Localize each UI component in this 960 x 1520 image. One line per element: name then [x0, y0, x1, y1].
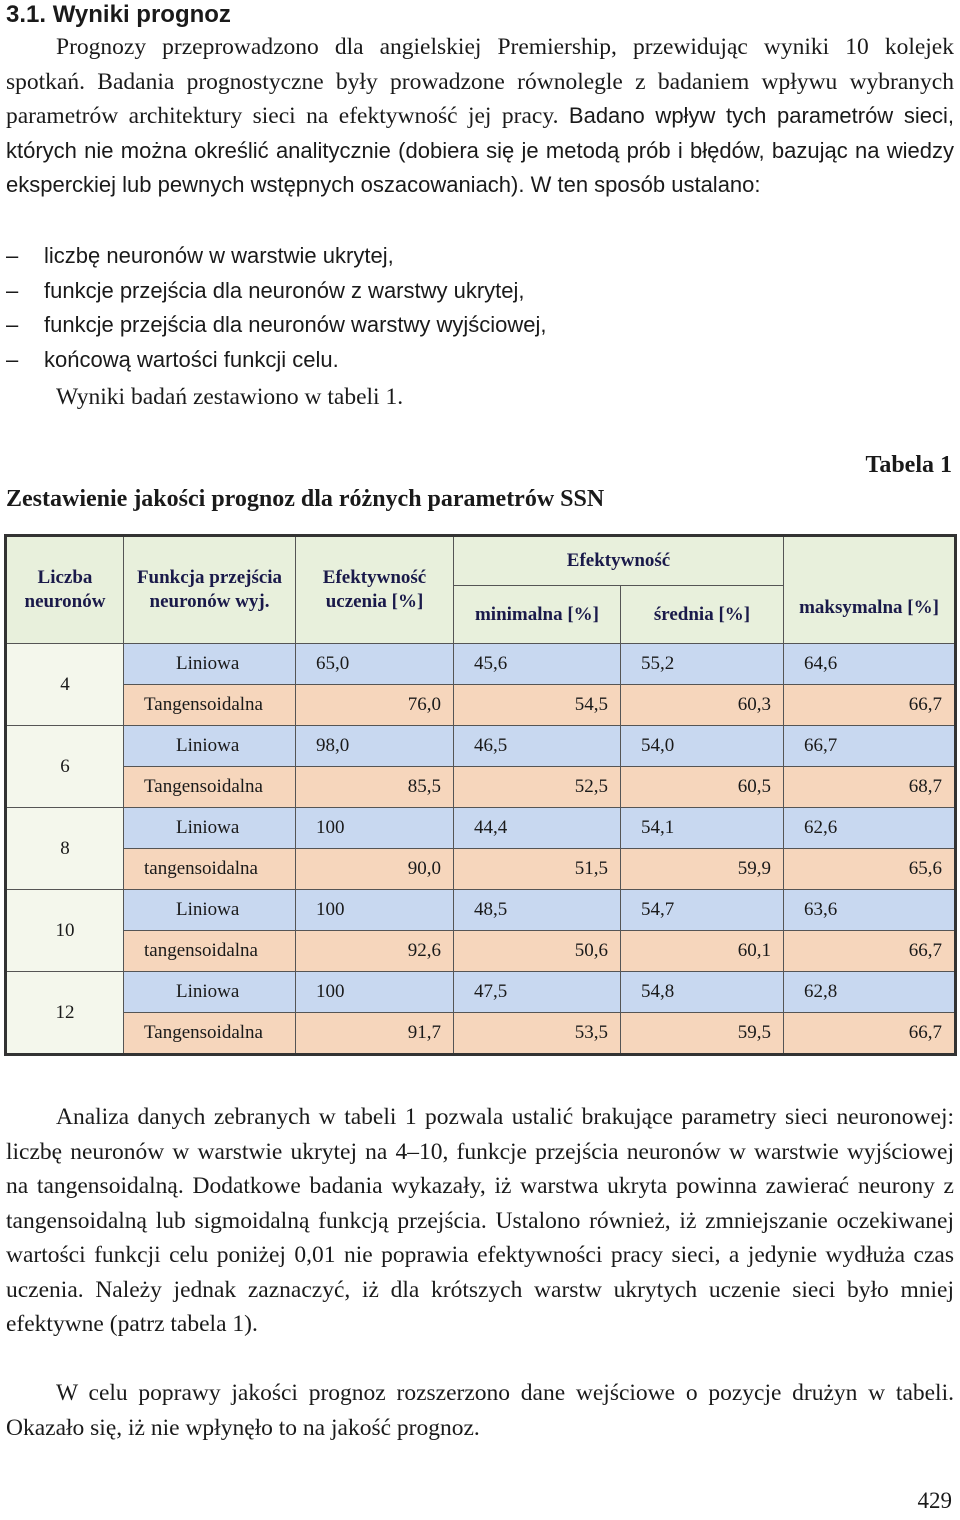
table-row: [6, 808, 956, 849]
function-cell: Liniowa: [124, 890, 296, 931]
list-bullet: –: [6, 346, 19, 372]
max-cell: 65,6: [784, 849, 956, 890]
avg-cell: 60,1: [621, 931, 784, 972]
list-item: – funkcje przejścia dla neuronów warstwy wyjściowej,: [6, 308, 547, 343]
neuron-count-cell: 10: [6, 890, 124, 972]
page-number: 429: [917, 1488, 952, 1513]
parameter-list: [6, 239, 547, 377]
avg-cell: 60,5: [621, 767, 784, 808]
intro-part-1: Prognozy przeprowadzono dla angielskiej Premiership, przewidując wyniki 10 kolejek spotkań. Badania prognostyczne były prowadzone równolegle z badaniem wpływu wybranych parametrów architektury sieci na efektywność jej pracy.: [6, 34, 954, 129]
max-cell: 66,7: [784, 726, 956, 767]
min-cell: 52,5: [454, 767, 621, 808]
function-cell: Tangensoidalna: [124, 1013, 296, 1055]
table-title: Zestawienie jakości prognoz dla różnych parametrów SSN: [6, 486, 605, 512]
list-bullet: –: [6, 277, 19, 303]
table-body: [6, 644, 956, 1055]
table-row: [6, 644, 956, 685]
avg-cell: 59,9: [621, 849, 784, 890]
table-row: [6, 726, 956, 767]
table-row: [6, 972, 956, 1013]
analysis-paragraph: Analiza danych zebranych w tabeli 1 pozwala ustalić brakujące parametry sieci neuronowej: liczbę neuronów w warstwie ukrytej na 4–10, funkcje przejścia neuronów w warstwie wyjściowej na tangensoidalną. Dodatkowe badania wykazały, iż warstwa ukryta powinna zawierać neurony z tangensoidalną lub sigmoidalną funkcją przejścia. Ustalono również, iż zmniejszanie oczekiwanej wartości funkcji celu poniżej 0,01 nie poprawia efektywności pracy sieci, a jedynie wydłuża czas uczenia. Należy jednak zaznaczyć, iż dla krótszych warstw ukrytych uczenie sieci było mniej efektywne (patrz tabela 1).: [6, 1104, 954, 1337]
header-training: Efektywność uczenia [%]: [296, 536, 454, 644]
list-bullet: –: [6, 312, 19, 337]
results-note: Wyniki badań zestawiono w tabeli 1.: [56, 384, 404, 410]
list-item: – liczbę neuronów w warstwie ukrytej,: [6, 239, 547, 274]
neuron-count-cell: 12: [6, 972, 124, 1055]
training-cell: 85,5: [296, 767, 454, 808]
function-cell: Liniowa: [124, 972, 296, 1013]
max-cell: 66,7: [784, 931, 956, 972]
function-cell: Liniowa: [124, 726, 296, 767]
min-cell: 48,5: [454, 890, 621, 931]
training-cell: 76,0: [296, 685, 454, 726]
function-cell: tangensoidalna: [124, 931, 296, 972]
neuron-count-cell: 6: [6, 726, 124, 808]
table-row: [6, 849, 956, 890]
max-cell: 68,7: [784, 767, 956, 808]
training-cell: 100: [296, 808, 454, 849]
header-efficiency: Efektywność: [454, 536, 784, 586]
function-cell: Tangensoidalna: [124, 685, 296, 726]
min-cell: 51,5: [454, 849, 621, 890]
avg-cell: 54,7: [621, 890, 784, 931]
avg-cell: 55,2: [621, 644, 784, 685]
function-cell: Liniowa: [124, 808, 296, 849]
max-cell: 66,7: [784, 685, 956, 726]
header-min: minimalna [%]: [454, 586, 621, 644]
conclusion-paragraph: W celu poprawy jakości prognoz rozszerzono dane wejściowe o pozycje drużyn w tabeli. Okazało się, iż nie wpłynęło to na jakość prognoz.: [6, 1380, 954, 1441]
function-cell: tangensoidalna: [124, 849, 296, 890]
max-cell: 64,6: [784, 644, 956, 685]
training-cell: 92,6: [296, 931, 454, 972]
neuron-count-cell: 8: [6, 808, 124, 890]
list-bullet: –: [6, 243, 19, 268]
neuron-count-cell: 4: [6, 644, 124, 726]
list-item: – końcową wartości funkcji celu.: [6, 343, 547, 378]
min-cell: 45,6: [454, 644, 621, 685]
intro-part-2: Badano wpływ tych parametrów sieci, których nie można określić analitycznie (dobiera się je metodą prób i błędów, bazując na wiedzy eksperckiej lub pewnych wstępnych oszacowaniach). W ten sposób ustalano:: [6, 103, 955, 197]
training-cell: 65,0: [296, 644, 454, 685]
max-cell: 63,6: [784, 890, 956, 931]
min-cell: 50,6: [454, 931, 621, 972]
function-cell: Liniowa: [124, 644, 296, 685]
training-cell: 90,0: [296, 849, 454, 890]
max-cell: 62,8: [784, 972, 956, 1013]
min-cell: 53,5: [454, 1013, 621, 1055]
avg-cell: 54,0: [621, 726, 784, 767]
table-row: [6, 931, 956, 972]
section-heading: 3.1. Wyniki prognoz: [6, 1, 231, 28]
avg-cell: 59,5: [621, 1013, 784, 1055]
max-cell: 66,7: [784, 1013, 956, 1055]
results-table: [4, 534, 957, 1056]
table-number: Tabela 1: [865, 452, 952, 478]
table-row: [6, 1013, 956, 1055]
header-neurons: Liczba neuronów: [6, 536, 124, 644]
avg-cell: 54,1: [621, 808, 784, 849]
min-cell: 47,5: [454, 972, 621, 1013]
function-cell: Tangensoidalna: [124, 767, 296, 808]
intro-paragraph: [6, 30, 954, 203]
avg-cell: 54,8: [621, 972, 784, 1013]
table-row: [6, 767, 956, 808]
header-function: Funkcja przejścia neuronów wyj.: [124, 536, 296, 644]
table-row: [6, 685, 956, 726]
training-cell: 100: [296, 972, 454, 1013]
training-cell: 91,7: [296, 1013, 454, 1055]
training-cell: 98,0: [296, 726, 454, 767]
list-item: – funkcje przejścia dla neuronów z warstwy ukrytej,: [6, 274, 547, 309]
table-row: [6, 890, 956, 931]
min-cell: 46,5: [454, 726, 621, 767]
header-max: maksymalna [%]: [784, 536, 956, 644]
min-cell: 54,5: [454, 685, 621, 726]
header-avg: średnia [%]: [621, 586, 784, 644]
max-cell: 62,6: [784, 808, 956, 849]
avg-cell: 60,3: [621, 685, 784, 726]
min-cell: 44,4: [454, 808, 621, 849]
training-cell: 100: [296, 890, 454, 931]
